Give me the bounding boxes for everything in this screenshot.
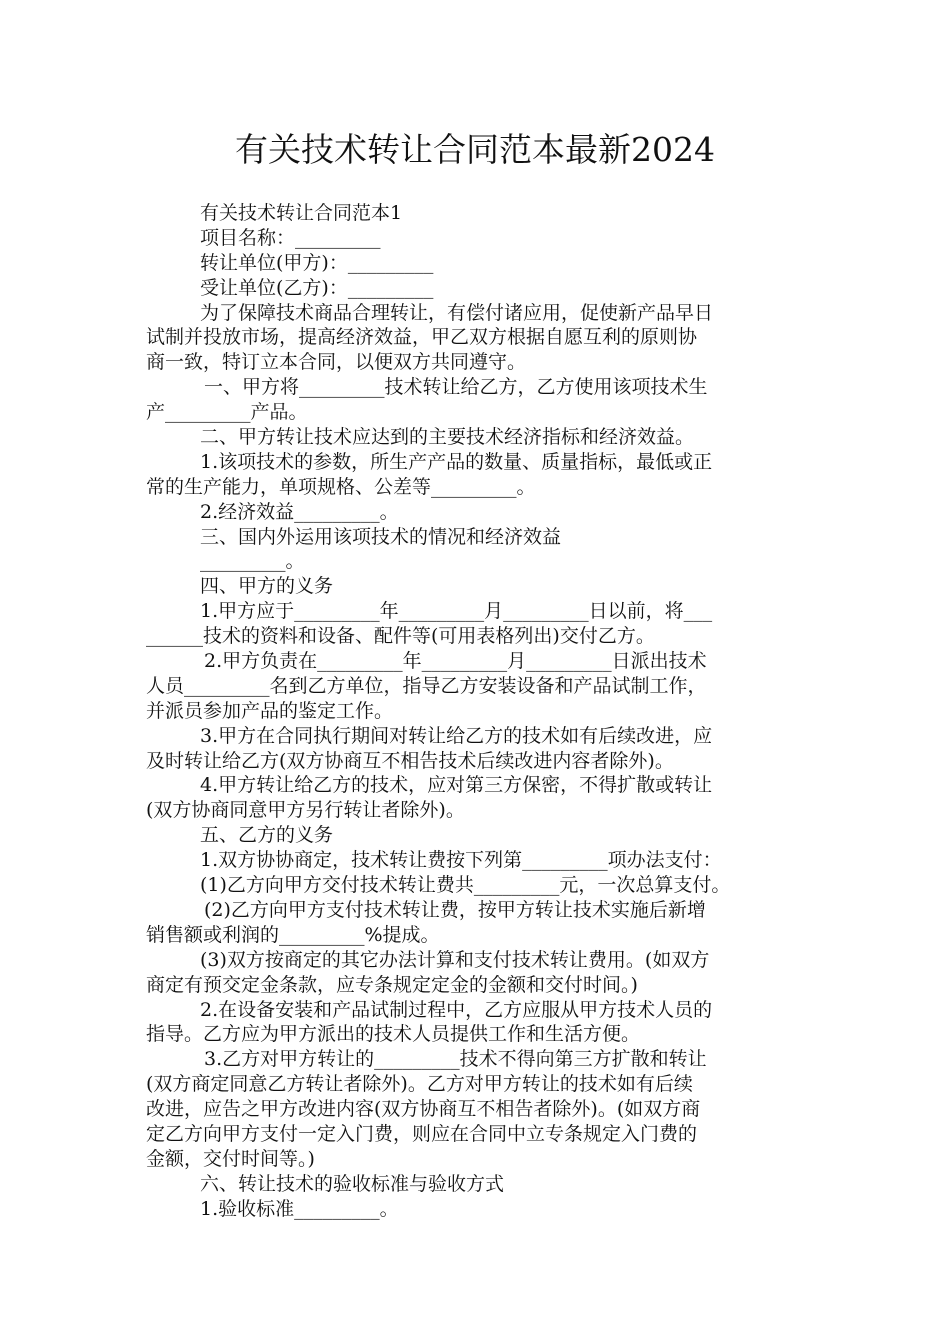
paragraph-line: 试制并投放市场，提高经济效益，甲乙双方根据自愿互利的原则协 xyxy=(146,326,698,349)
paragraph-line: (3)双方按商定的其它办法计算和支付技术转让费用。(如双方 xyxy=(200,948,710,971)
paragraph-line: 3.乙方对甲方转让的_________技术不得向第三方扩散和转让 xyxy=(204,1048,707,1071)
paragraph-line: 商一致，特订立本合同，以便双方共同遵守。 xyxy=(146,351,527,374)
paragraph-line: 销售额或利润的_________%提成。 xyxy=(146,923,440,946)
paragraph-line: 1.验收标准_________。 xyxy=(200,1197,399,1220)
clause-heading: 二、甲方转让技术应达到的主要技术经济指标和经济效益。 xyxy=(200,426,695,449)
paragraph-line: (1)乙方向甲方交付技术转让费共_________元，一次总算支付。 xyxy=(200,874,731,897)
paragraph-line: 2.经济效益_________。 xyxy=(200,500,399,523)
paragraph-line: 2.甲方负责在_________年_________月_________日派出技术 xyxy=(204,650,707,673)
paragraph-line: 改进，应告之甲方改进内容(双方协商互不相告者除外)。(如双方商 xyxy=(146,1098,701,1121)
clause-heading: 一、甲方将_________技术转让给乙方，乙方使用该项技术生 xyxy=(204,376,708,399)
paragraph-line: 4.甲方转让给乙方的技术，应对第三方保密，不得扩散或转让 xyxy=(200,774,713,797)
paragraph-line: 1.甲方应于_________年_________月_________日以前，将___ xyxy=(200,600,713,623)
paragraph-line: (2)乙方向甲方支付技术转让费，按甲方转让技术实施后新增 xyxy=(204,898,706,921)
paragraph-line: 并派员参加产品的鉴定工作。 xyxy=(146,699,394,722)
paragraph-line: 1.该项技术的参数，所生产产品的数量、质量指标，最低或正 xyxy=(200,450,713,473)
paragraph-line: 常的生产能力，单项规格、公差等_________。 xyxy=(146,475,536,498)
paragraph-line: 金额，交付时间等。) xyxy=(146,1147,315,1170)
paragraph-line: 人员_________名到乙方单位，指导乙方安装设备和产品试制工作， xyxy=(146,674,707,697)
clause-heading: 六、转让技术的验收标准与验收方式 xyxy=(200,1172,505,1195)
clause-heading: 五、乙方的义务 xyxy=(200,824,334,847)
paragraph-line: 定乙方向甲方支付一定入门费，则应在合同中立专条规定入门费的 xyxy=(146,1122,698,1145)
paragraph-line: 商定有预交定金条款，应专条规定定金的金额和交付时间。) xyxy=(146,973,638,996)
clause-heading: 四、甲方的义务 xyxy=(200,575,334,598)
paragraph-line: (双方商定同意乙方转让者除外)。乙方对甲方转让的技术如有后续 xyxy=(146,1073,693,1096)
document-title: 有关技术转让合同范本最新2024 xyxy=(235,130,715,169)
transferee-field: 受让单位(乙方)：_________ xyxy=(200,276,434,299)
paragraph-line: 2.在设备安装和产品试制过程中，乙方应服从甲方技术人员的 xyxy=(200,998,713,1021)
paragraph-line: 产_________产品。 xyxy=(146,401,308,424)
project-name-field: 项目名称：_________ xyxy=(200,226,381,249)
paragraph-line: 指导。乙方应为甲方派出的技术人员提供工作和生活方便。 xyxy=(146,1023,641,1046)
paragraph-line: ______技术的资料和设备、配件等(可用表格列出)交付乙方。 xyxy=(146,625,655,648)
paragraph-line: 为了保障技术商品合理转让，有偿付诸应用，促使新产品早日 xyxy=(200,301,714,324)
section-heading: 有关技术转让合同范本1 xyxy=(200,202,403,224)
paragraph-line: _________。 xyxy=(200,550,305,573)
paragraph-line: 及时转让给乙方(双方协商互不相告技术后续改进内容者除外)。 xyxy=(146,749,674,772)
paragraph-line: (双方协商同意甲方另行转让者除外)。 xyxy=(146,799,465,822)
paragraph-line: 1.双方协协商定，技术转让费按下列第_________项办法支付： xyxy=(200,849,722,872)
transferor-field: 转让单位(甲方)：_________ xyxy=(200,251,434,274)
document-body xyxy=(146,201,811,1222)
clause-heading: 三、国内外运用该项技术的情况和经济效益 xyxy=(200,525,562,548)
paragraph-line: 3.甲方在合同执行期间对转让给乙方的技术如有后续改进，应 xyxy=(200,724,713,747)
